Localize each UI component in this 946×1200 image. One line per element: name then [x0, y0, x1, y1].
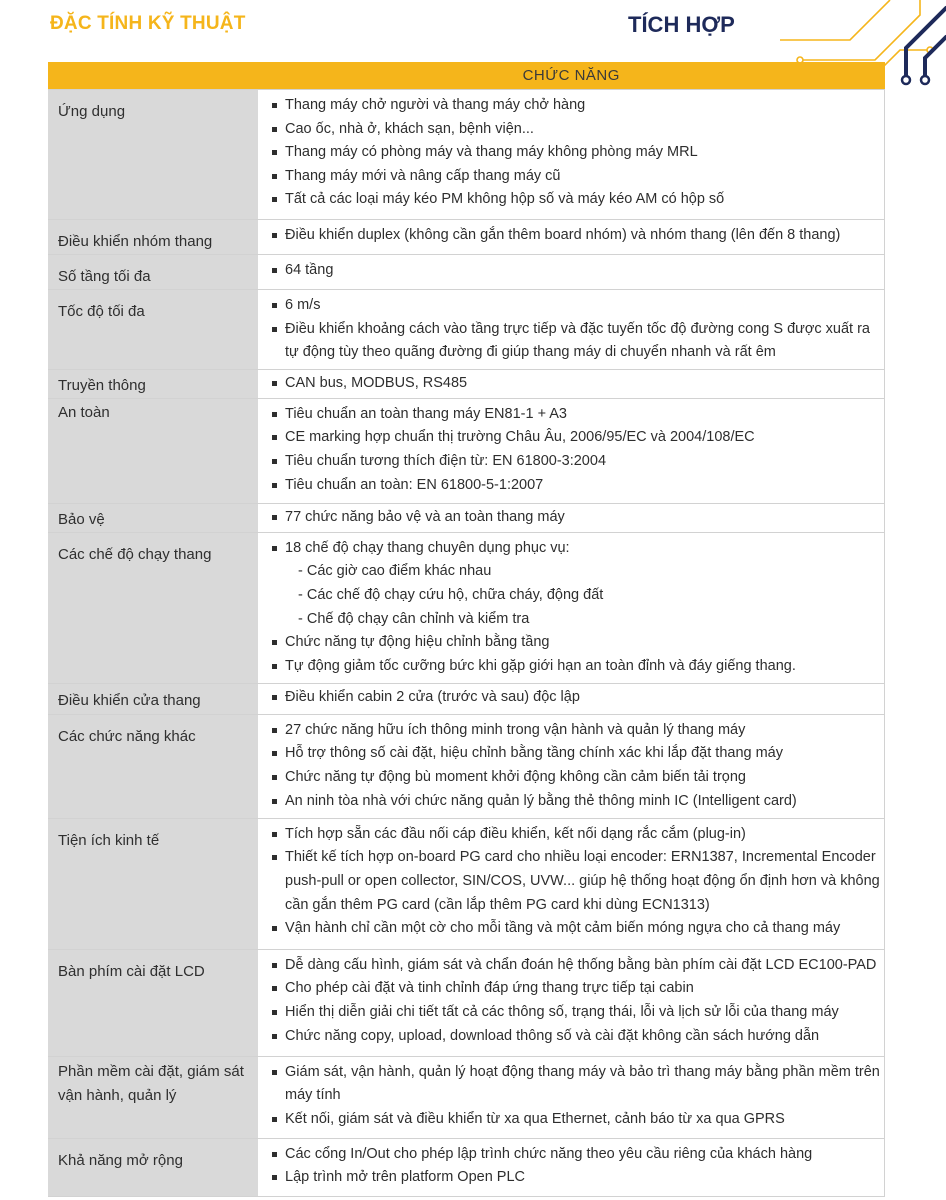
sub-list-item: - Chế độ chạy cân chỉnh và kiểm tra	[298, 610, 530, 627]
list-item: Tự động giảm tốc cưỡng bức khi gặp giới hạn an toàn đỉnh và đáy giếng thang.	[272, 655, 884, 679]
row-label: Khả năng mở rộng	[48, 1138, 258, 1196]
row-label: Điều khiển cửa thang	[48, 683, 258, 714]
row-content	[258, 532, 885, 683]
list-item: Tiêu chuẩn an toàn thang máy EN81-1 + A3	[272, 403, 884, 427]
list-item: Kết nối, giám sát và điều khiển từ xa qua Ethernet, cảnh báo từ xa qua GPRS	[272, 1108, 884, 1132]
sub-list-item: - Các chế độ chạy cứu hộ, chữa cháy, động đất	[298, 586, 604, 603]
list-item: Điều khiển cabin 2 cửa (trước và sau) độc lập	[272, 686, 884, 710]
list-item: Dễ dàng cấu hình, giám sát và chẩn đoán hệ thống bằng bàn phím cài đặt LCD EC100-PAD	[272, 954, 884, 978]
row-label: Số tầng tối đa	[48, 255, 258, 290]
row-content	[258, 1056, 885, 1138]
row-content	[258, 503, 885, 532]
list-item: Cho phép cài đặt và tinh chỉnh đáp ứng thang trực tiếp tại cabin	[272, 977, 884, 1001]
row-content	[258, 290, 885, 370]
table-row	[48, 290, 885, 370]
list-item: An ninh tòa nhà với chức năng quản lý bằng thẻ thông minh IC (Intelligent card)	[272, 790, 884, 814]
section-title: ĐẶC TÍNH KỸ THUẬT	[50, 13, 246, 34]
table-row	[48, 949, 885, 1056]
list-item: Chức năng tự động hiệu chỉnh bằng tầng	[272, 631, 884, 655]
list-item: Điều khiển khoảng cách vào tầng trực tiếp và đặc tuyến tốc độ đường cong S được xuất ra tự động tùy theo quãng đường đi giúp thang máy di chuyển nhanh và rất êm	[272, 318, 884, 365]
list-item: Điều khiển duplex (không cần gắn thêm board nhóm) và nhóm thang (lên đến 8 thang)	[272, 224, 884, 248]
list-item: CE marking hợp chuẩn thị trường Châu Âu, 2006/95/EC và 2004/108/EC	[272, 426, 884, 450]
column-header: CHỨC NĂNG	[258, 62, 885, 90]
list-item: Tiêu chuẩn an toàn: EN 61800-5-1:2007	[272, 474, 884, 498]
table-row	[48, 1056, 885, 1138]
list-item: Chức năng tự động bù moment khởi động không cần cảm biến tải trọng	[272, 766, 884, 790]
list-item: Tích hợp sẵn các đầu nối cáp điều khiển, kết nối dạng rắc cắm (plug-in)	[272, 823, 884, 847]
table-row	[48, 90, 885, 220]
list-item: 6 m/s	[272, 294, 884, 318]
row-label: Tiện ích kinh tế	[48, 818, 258, 949]
table-row	[48, 818, 885, 949]
table-row	[48, 683, 885, 714]
row-content	[258, 220, 885, 255]
category-title: TÍCH HỢP	[628, 12, 735, 37]
row-content	[258, 369, 885, 398]
list-item: 18 chế độ chạy thang chuyên dụng phục vụ:	[272, 537, 884, 561]
row-content	[258, 818, 885, 949]
list-item: Các cổng In/Out cho phép lập trình chức năng theo yêu cầu riêng của khách hàng	[272, 1143, 884, 1167]
list-item: Giám sát, vận hành, quản lý hoạt động thang máy và bảo trì thang máy bằng phần mềm trên máy tính	[272, 1061, 884, 1108]
list-item: CAN bus, MODBUS, RS485	[272, 372, 884, 396]
list-item: Chức năng copy, upload, download thông số và cài đặt không cần sách hướng dẫn	[272, 1025, 884, 1049]
table-row	[48, 1138, 885, 1196]
row-label: Truyền thông	[48, 369, 258, 398]
row-label: An toàn	[48, 398, 258, 503]
header-blank-cell	[48, 62, 258, 90]
table-row	[48, 255, 885, 290]
list-item: Thang máy có phòng máy và thang máy không phòng máy MRL	[272, 141, 884, 165]
list-item: 77 chức năng bảo vệ và an toàn thang máy	[272, 506, 884, 530]
row-content	[258, 714, 885, 818]
row-label: Ứng dụng	[48, 90, 258, 220]
table-row	[48, 369, 885, 398]
row-content	[258, 1138, 885, 1196]
table-row	[48, 532, 885, 683]
list-item: 64 tầng	[272, 259, 884, 283]
list-item: Hiển thị diễn giải chi tiết tất cả các thông số, trạng thái, lỗi và lịch sử lỗi của thang máy	[272, 1001, 884, 1025]
row-label: Bàn phím cài đặt LCD	[48, 949, 258, 1056]
list-item: Hỗ trợ thông số cài đặt, hiệu chỉnh bằng tầng chính xác khi lắp đặt thang máy	[272, 742, 884, 766]
list-item: Cao ốc, nhà ở, khách sạn, bệnh viện...	[272, 118, 884, 142]
row-content	[258, 398, 885, 503]
table-row	[48, 398, 885, 503]
spec-table	[48, 62, 885, 1197]
list-item: Thang máy chở người và thang máy chở hàng	[272, 94, 884, 118]
row-content	[258, 949, 885, 1056]
row-label: Các chức năng khác	[48, 714, 258, 818]
table-row	[48, 503, 885, 532]
row-content	[258, 255, 885, 290]
table-row	[48, 714, 885, 818]
list-item: Vận hành chỉ cần một cờ cho mỗi tầng và một cảm biến móng ngựa cho cả thang máy	[272, 917, 884, 941]
row-label: Phần mềm cài đặt, giám sát vận hành, quản lý	[48, 1056, 258, 1138]
table-header-row	[48, 62, 885, 90]
row-content	[258, 90, 885, 220]
list-item: 27 chức năng hữu ích thông minh trong vận hành và quản lý thang máy	[272, 719, 884, 743]
row-label: Các chế độ chạy thang	[48, 532, 258, 683]
list-item: Tất cả các loại máy kéo PM không hộp số và máy kéo AM có hộp số	[272, 188, 884, 212]
table-row	[48, 220, 885, 255]
row-content	[258, 683, 885, 714]
sub-list-item: - Các giờ cao điểm khác nhau	[298, 563, 492, 580]
list-item: Tiêu chuẩn tương thích điện từ: EN 61800-3:2004	[272, 450, 884, 474]
row-label: Tốc độ tối đa	[48, 290, 258, 370]
list-item: Thang máy mới và nâng cấp thang máy cũ	[272, 165, 884, 189]
row-label: Điều khiển nhóm thang	[48, 220, 258, 255]
list-item: Lập trình mở trên platform Open PLC	[272, 1166, 884, 1190]
list-item: Thiết kế tích hợp on-board PG card cho nhiều loại encoder: ERN1387, Incremental Encoder push-pull or open collector, SIN/COS, UVW... giúp hệ thống hoạt động ổn định hơn và không cần gắn thêm PG card (cần lắp thêm PG card khi dùng ECN1313)	[272, 846, 884, 917]
row-label: Bảo vệ	[48, 503, 258, 532]
